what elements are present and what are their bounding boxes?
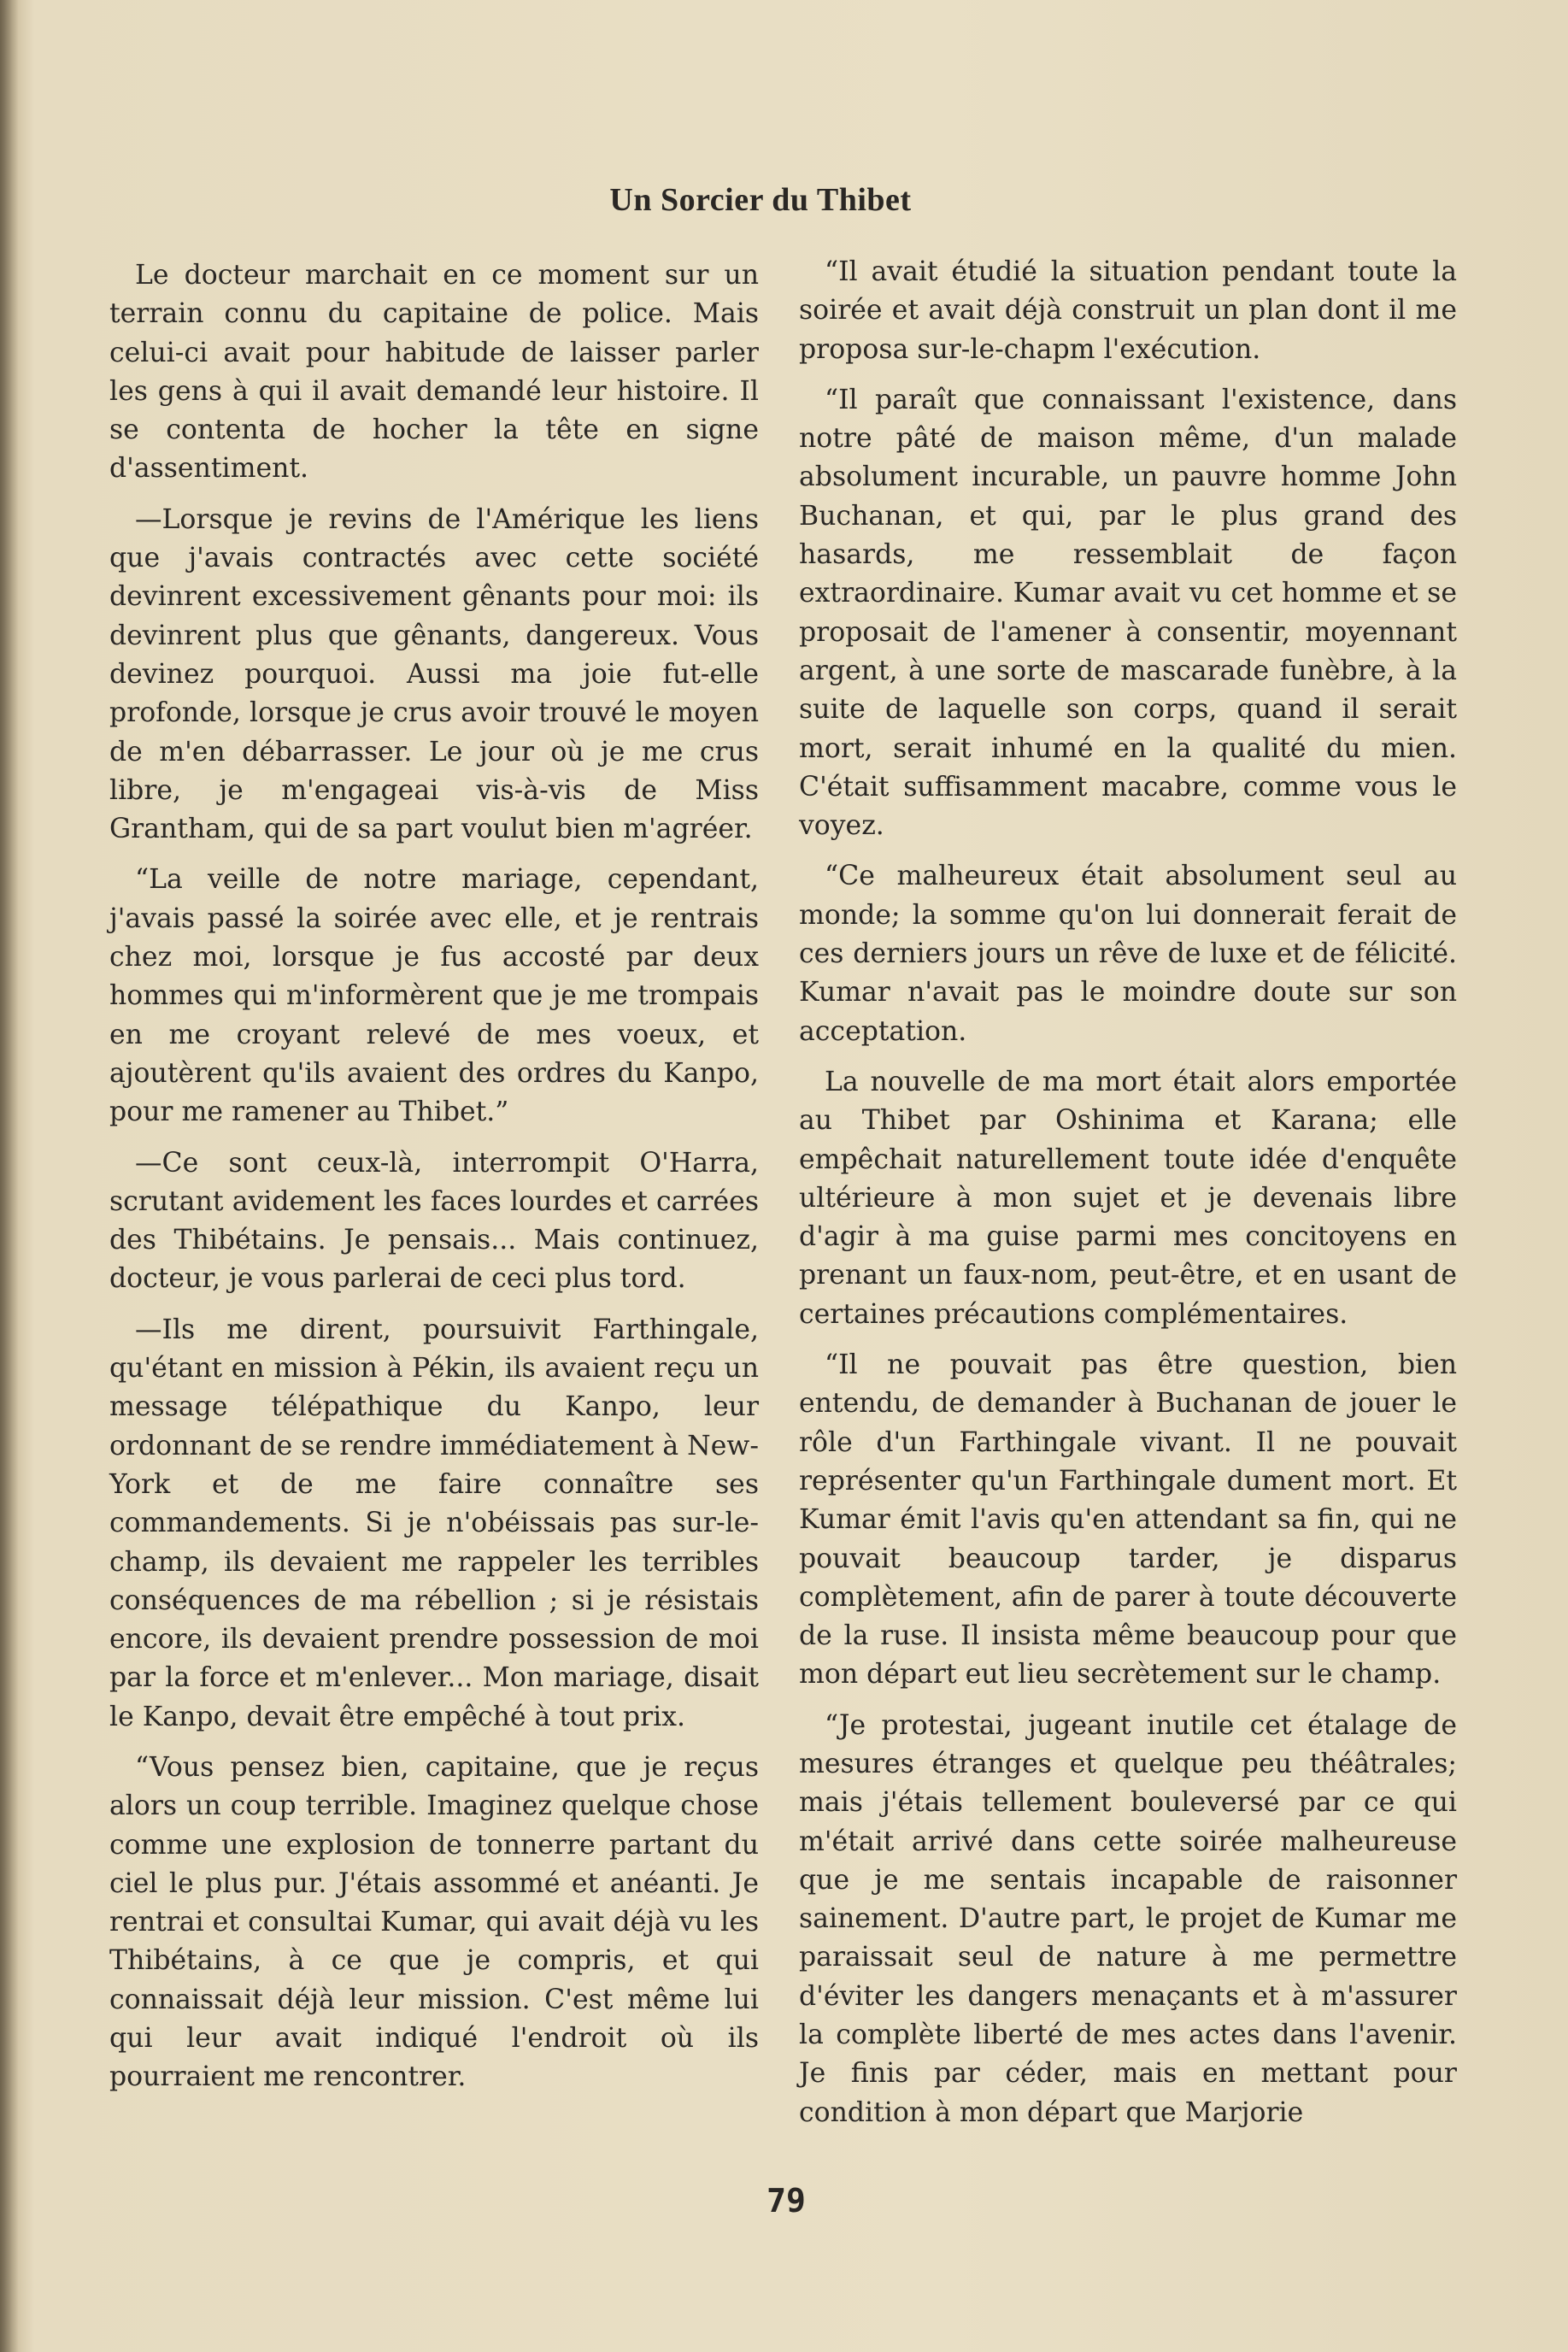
right-column xyxy=(799,253,1457,2144)
paragraph: “La veille de notre mariage, cependant, j'avais passé la soirée avec elle, et je rentrais chez moi, lorsque je fus accosté par deux hommes qui m'informèrent que je me trompais en me croyant relevé de mes voeux, et ajoutèrent qu'ils avaient des ordres du Kanpo, pour me ramener au Thibet.” xyxy=(109,864,759,1128)
paragraph: —Lorsque je revins de l'Amérique les liens que j'avais contractés avec cette société devinrent excessivement gênants pour moi: ils devinrent plus que gênants, dangereux. Vous devinez pourquoi. Aussi ma joie fut-elle profonde, lorsque je crus avoir trouvé le moyen de m'en débarrasser. Le jour où je me crus libre, je m'engageai vis-à-vis de Miss Grantham, qui de sa part voulut bien m'agréer. xyxy=(109,503,759,845)
paragraph: —Ce sont ceux-là, interrompit O'Harra, scrutant avidement les faces lourdes et carrées des Thibétains. Je pensais... Mais continuez, docteur, je vous parlerai de ceci plus tord. xyxy=(109,1147,759,1295)
left-column xyxy=(109,256,759,2109)
paragraph: “Il avait étudié la situation pendant toute la soirée et avait déjà construit un plan dont il me proposa sur-le-chapm l'exécution. xyxy=(799,256,1457,365)
binding-shadow xyxy=(0,0,19,2352)
paragraph: “Ce malheureux était absolument seul au monde; la somme qu'on lui donnerait ferait de ces derniers jours un rêve de luxe et de félicité. Kumar n'avait pas le moindre doute sur son acceptation. xyxy=(799,861,1457,1047)
paragraph: “Il paraît que connaissant l'existence, dans notre pâté de maison même, d'un malade absolument incurable, un pauvre homme John Buchanan, et qui, par le plus grand des hasards, me ressemblait de façon extraordinaire. Kumar avait vu cet homme et se proposait de l'amener à consentir, moyennant argent, à une sorte de mascarade funèbre, à la suite de laquelle son corps, quand il serait mort, serait inhumé en la qualité du mien. C'était suffisamment macabre, comme vous le voyez. xyxy=(799,384,1457,842)
paragraph: —Ils me dirent, poursuivit Farthingale, qu'étant en mission à Pékin, ils avaient reçu un message télépathique du Kanpo, leur ordonnant de se rendre immédiatement à New-York et de me faire connaître ses commandements. Si je n'obéissais pas sur-le-champ, ils devaient me rappeler les terribles conséquences de ma rébellion ; si je résistais encore, ils devaient prendre possession de moi par la force et m'enlever... Mon mariage, disait le Kanpo, devait être empêché à tout prix. xyxy=(109,1314,759,1732)
paragraph: “Il ne pouvait pas être question, bien entendu, de demander à Buchanan de jouer le rôle d'un Farthingale vivant. Il ne pouvait représenter qu'un Farthingale dument mort. Et Kumar émit l'avis qu'en attendant sa fin, qui ne pouvait beaucoup tarder, je disparus complètement, afin de parer à toute découverte de la ruse. Il insista même beaucoup pour que mon départ eut lieu secrètement sur le champ. xyxy=(799,1349,1457,1690)
page-number: 79 xyxy=(766,2182,806,2220)
paragraph: La nouvelle de ma mort était alors emportée au Thibet par Oshinima et Karana; elle empêchait naturellement toute idée d'enquête ultérieure à mon sujet et je devenais libre d'agir à ma guise parmi mes concitoyens en prenant un faux-nom, peut-être, et en usant de certaines précautions complémentaires. xyxy=(799,1066,1457,1330)
paragraph: Le docteur marchait en ce moment sur un terrain connu du capitaine de police. Mais celui-ci avait pour habitude de laisser parler les gens à qui il avait demandé leur histoire. Il se contenta de hocher la tête en signe d'assentiment. xyxy=(109,260,759,485)
paragraph: “Vous pensez bien, capitaine, que je reçus alors un coup terrible. Imaginez quelque chose comme une explosion de tonnerre partant du ciel le plus pur. J'étais assommé et anéanti. Je rentrai et consultai Kumar, qui avait déjà vu les Thibétains, à ce que je compris, et qui connaissait déjà leur mission. C'est même lui qui leur avait indiqué l'endroit où ils pourraient me rencontrer. xyxy=(109,1751,759,2093)
paragraph: “Je protestai, jugeant inutile cet étalage de mesures étranges et quelque peu théâtrales; mais j'étais tellement bouleversé par ce qui m'était arrivé dans cette soirée malheureuse que je me sentais incapable de raisonner sainement. D'autre part, le projet de Kumar me paraissait seul de nature à me permettre d'éviter les dangers menaçants et à m'assurer la complète liberté de mes actes dans l'avenir. Je finis par céder, mais en mettant pour condition à mon départ que Marjorie xyxy=(799,1709,1457,2128)
running-head: Un Sorcier du Thibet xyxy=(609,182,912,218)
